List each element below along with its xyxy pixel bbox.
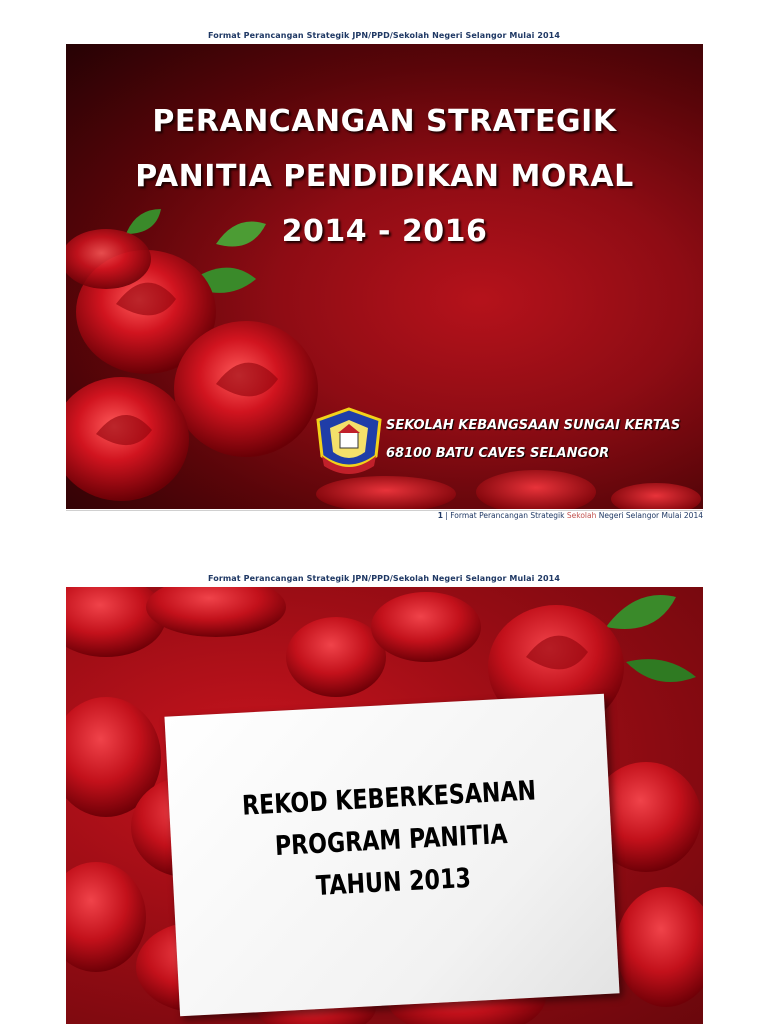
footer-separator: | — [445, 511, 448, 520]
card-title-line: TAHUN 2013 — [315, 862, 472, 902]
school-name: SEKOLAH KEBANGSAAN SUNGAI KERTAS — [386, 418, 681, 433]
school-address: 68100 BATU CAVES SELANGOR — [386, 446, 610, 461]
cover-slide — [66, 44, 703, 509]
page-header: Format Perancangan Strategik JPN/PPD/Sekolah Negeri Selangor Mulai 2014 — [207, 574, 561, 583]
slide-title-line: PANITIA PENDIDIKAN MORAL — [135, 159, 634, 194]
school-crest-icon — [314, 406, 384, 476]
card-title-line: REKOD KEBERKESANAN — [241, 775, 537, 822]
footer-text: Format Perancangan Strategik — [450, 511, 565, 520]
page-number: 1 — [437, 511, 443, 520]
footer-highlight: Sekolah — [566, 511, 597, 520]
slide-title-year: 2014 - 2016 — [281, 214, 488, 249]
card-title-line: PROGRAM PANITIA — [274, 818, 509, 863]
page-footer — [66, 510, 703, 523]
footer-text: Negeri Selangor Mulai 2014 — [598, 511, 703, 520]
slide-title-line: PERANCANGAN STRATEGIK — [152, 104, 617, 139]
page-header: Format Perancangan Strategik JPN/PPD/Sekolah Negeri Selangor Mulai 2014 — [207, 31, 561, 40]
title-card — [164, 694, 619, 1017]
